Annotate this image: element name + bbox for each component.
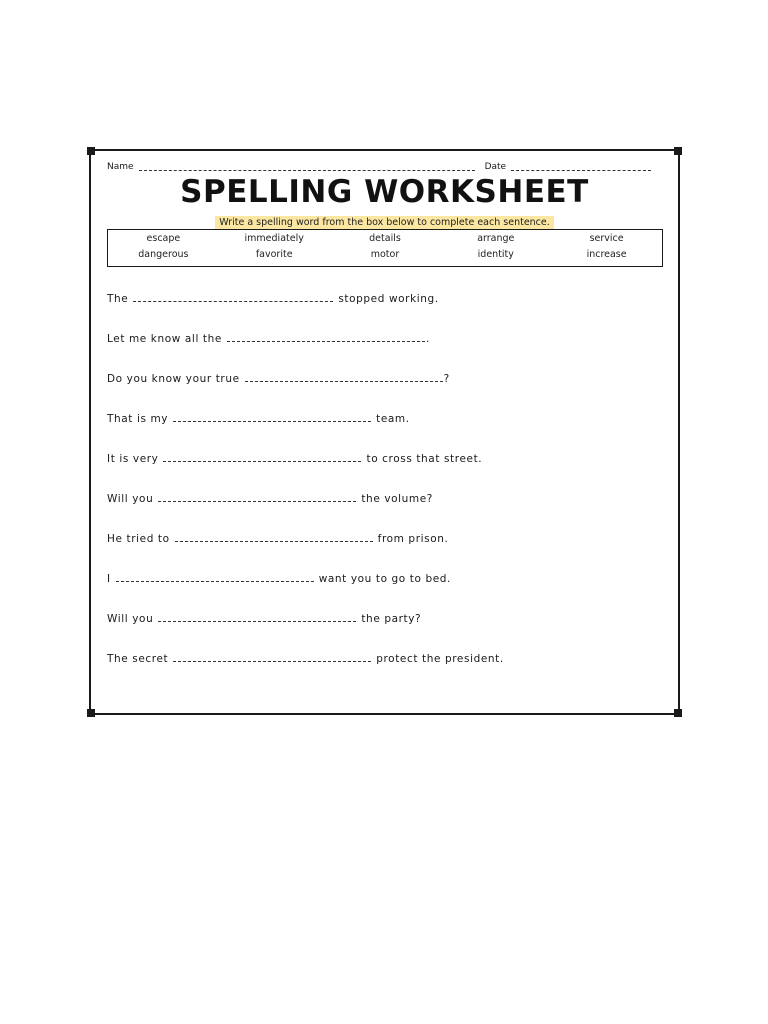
corner-mark — [87, 709, 95, 717]
sentence-start: It is very — [107, 453, 159, 465]
sentence-end: ? — [443, 373, 450, 385]
answer-blank[interactable] — [173, 651, 371, 662]
name-field[interactable] — [139, 161, 475, 171]
sentence-item — [107, 291, 663, 331]
sentence-item — [107, 651, 663, 691]
answer-blank[interactable] — [173, 411, 371, 422]
sentence-end: the party? — [361, 613, 422, 625]
word-bank-item: details — [369, 233, 401, 244]
sentence-start: I — [107, 573, 111, 585]
word-bank-item: favorite — [255, 249, 293, 260]
instruction-row — [91, 210, 678, 229]
word-bank-item: identity — [477, 249, 514, 260]
page-title: SPELLING WORKSHEET — [180, 174, 589, 210]
corner-mark — [674, 147, 682, 155]
sentence-item — [107, 411, 663, 451]
sentence-item — [107, 571, 663, 611]
word-bank-item: increase — [586, 249, 627, 260]
sentence-item — [107, 451, 663, 491]
sentence-start: Will you — [107, 613, 154, 625]
corner-mark — [674, 709, 682, 717]
word-bank-item: service — [589, 233, 624, 244]
date-label: Date — [484, 162, 507, 172]
date-field[interactable] — [511, 161, 651, 171]
sentence-start: Do you know your true — [107, 373, 240, 385]
worksheet-page — [89, 149, 680, 715]
answer-blank[interactable] — [116, 571, 314, 582]
sentence-end: protect the president. — [376, 653, 504, 665]
word-bank-item: motor — [370, 249, 400, 260]
sentence-end: team. — [376, 413, 410, 425]
sentence-list — [107, 291, 663, 691]
sentence-start: Will you — [107, 493, 154, 505]
sentence-start: The — [107, 293, 129, 305]
answer-blank[interactable] — [158, 611, 356, 622]
word-bank-item: arrange — [477, 233, 515, 244]
sentence-start: That is my — [107, 413, 169, 425]
sentence-end: stopped working. — [338, 293, 439, 305]
sentence-item — [107, 531, 663, 571]
sentence-item — [107, 491, 663, 531]
word-bank-item: dangerous — [138, 249, 189, 260]
answer-blank[interactable] — [245, 371, 443, 382]
answer-blank[interactable] — [163, 451, 361, 462]
sentence-start: The secret — [107, 653, 169, 665]
name-label: Name — [107, 162, 134, 172]
answer-blank[interactable] — [175, 531, 373, 542]
sentence-end: want you to go to bed. — [318, 573, 451, 585]
answer-blank[interactable] — [133, 291, 333, 302]
corner-mark — [87, 147, 95, 155]
sentence-item — [107, 371, 663, 411]
sentence-end: the volume? — [361, 493, 433, 505]
sentence-item — [107, 331, 663, 371]
sentence-end: to cross that street. — [366, 453, 483, 465]
word-bank-item: escape — [146, 233, 181, 244]
sentence-start: He tried to — [107, 533, 170, 545]
instruction-text: Write a spelling word from the box below to complete each sentence. — [215, 216, 554, 229]
word-bank — [107, 229, 663, 267]
word-bank-item: immediately — [244, 233, 304, 244]
sentence-end: from prison. — [377, 533, 449, 545]
answer-blank[interactable] — [227, 331, 425, 342]
name-date-row — [107, 158, 667, 172]
sentence-end: . — [425, 333, 430, 345]
sentence-item — [107, 611, 663, 651]
sentence-start: Let me know all the — [107, 333, 222, 345]
answer-blank[interactable] — [158, 491, 356, 502]
